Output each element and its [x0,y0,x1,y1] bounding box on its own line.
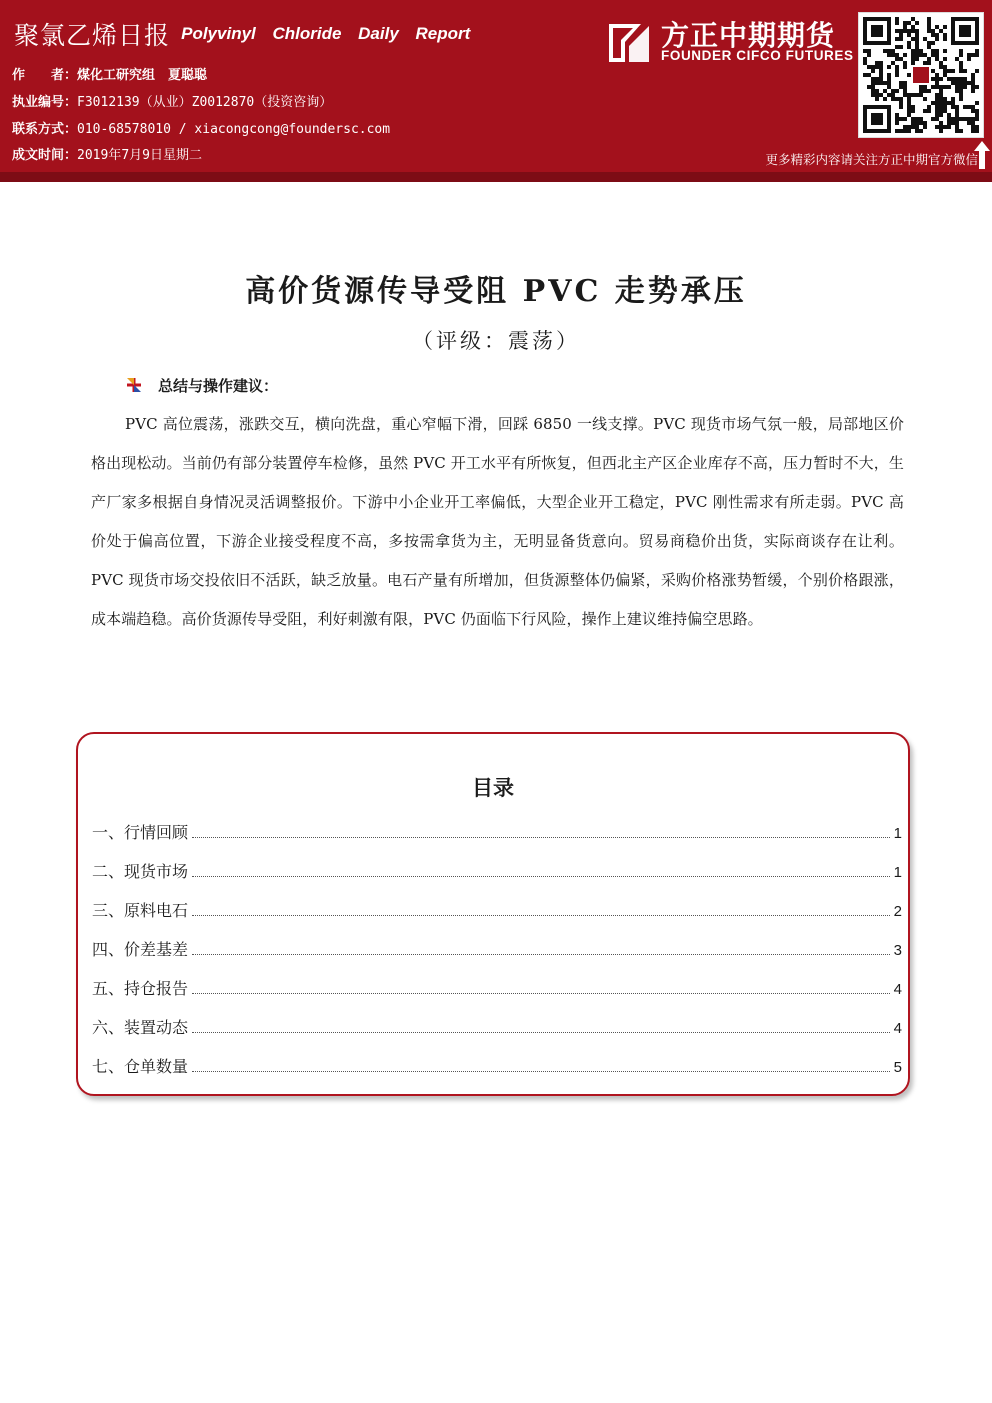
toc-leader-dots [192,864,890,877]
date-label: 成文时间： [12,148,78,163]
toc-item-label: 三、原料电石 [92,901,189,920]
wechat-qr-code [858,12,984,138]
table-of-contents [76,732,910,1096]
toc-item[interactable] [92,898,902,920]
toc-leader-dots [192,981,890,994]
author-label: 作 者： [12,68,78,83]
license-value: F3012139（从业）Z0012870（投资咨询） [77,95,333,110]
summary-heading-text: 总结与操作建议： [158,377,279,395]
report-type-cn: 聚氯乙烯日报 [14,21,171,50]
toc-item-page: 1 [893,825,902,842]
toc-item[interactable] [92,1015,902,1037]
company-logo [603,12,853,72]
toc-item-page: 1 [893,864,902,881]
toc-leader-dots [192,825,890,838]
contact-value: 010-68578010 / xiacongcong@foundersc.com [77,122,391,137]
toc-item[interactable] [92,976,902,998]
header-divider [0,172,992,182]
license-label: 执业编号： [12,95,78,110]
date-row [12,144,202,163]
follow-wechat-text: 更多精彩内容请关注方正中期官方微信 [765,152,978,167]
up-arrow-icon [973,140,991,170]
toc-item-page: 2 [893,903,902,920]
summary-paragraph: PVC 高位震荡，涨跌交互，横向洗盘，重心窄幅下滑，回踩 6850 一线支撑。PVC 现货市场气氛一般，局部地区价格出现松动。当前仍有部分装置停车检修，虽然 PVC 开工水平有所恢复，但西北主产区企业库存不高，压力暂时不大，生产厂家多根据自身情况灵活调整报价。下游中小企业开工率偏低，大型企业开工稳定，PVC 刚性需求有所走弱。PVC 高价处于偏高位置，下游企业接受程度不高，多按需拿货为主，无明显备货意向。贸易商稳价出货，实际商谈存在让利。PVC 现货市场交投依旧不活跃，缺乏放量。电石产量有所增加，但货源整体仍偏紧，采购价格涨势暂缓，个别价格跟涨，成本端趋稳。高价货源传导受阻，利好刺激有限，PVC 仍面临下行风险，操作上建议维持偏空思路。 [91,415,904,628]
summary-heading [126,375,278,396]
toc-leader-dots [192,942,890,955]
report-title-line [14,16,470,52]
toc-item-label: 五、持仓报告 [92,979,189,998]
toc-item-label: 七、仓单数量 [92,1057,189,1076]
toc-item-label: 二、现货市场 [92,862,189,881]
toc-item[interactable] [92,1054,902,1076]
report-title: 高价货源传导受阻 PVC 走势承压 [245,274,747,309]
author-value: 煤化工研究组 夏聪聪 [77,68,208,83]
logo-text-en: FOUNDER CIFCO FUTURES [661,48,854,63]
toc-item-label: 六、装置动态 [92,1018,189,1037]
toc-item-page: 5 [893,1059,902,1076]
toc-item-page: 3 [893,942,902,959]
toc-title: 目录 [472,776,514,800]
date-value: 2019年7月9日星期二 [77,148,202,163]
report-rating: （评级：震荡） [412,329,580,353]
toc-item[interactable] [92,820,902,842]
toc-leader-dots [192,903,890,916]
contact-label: 联系方式： [12,122,78,137]
qr-code-icon [859,13,983,137]
report-type-en: Polyvinyl Chloride Daily Report [181,24,471,43]
founder-logo-icon [603,16,655,68]
toc-item-page: 4 [893,981,902,998]
toc-leader-dots [192,1059,890,1072]
license-row [12,91,332,110]
toc-item[interactable] [92,859,902,881]
toc-item[interactable] [92,937,902,959]
toc-item-label: 一、行情回顾 [92,823,189,842]
toc-item-label: 四、价差基差 [92,940,189,959]
author-row [12,64,207,83]
bullet-icon [126,377,142,393]
report-header [0,0,992,172]
toc-leader-dots [192,1020,890,1033]
contact-row [12,118,390,137]
logo-text-cn: 方正中期期货 [661,19,836,52]
toc-item-page: 4 [893,1020,902,1037]
